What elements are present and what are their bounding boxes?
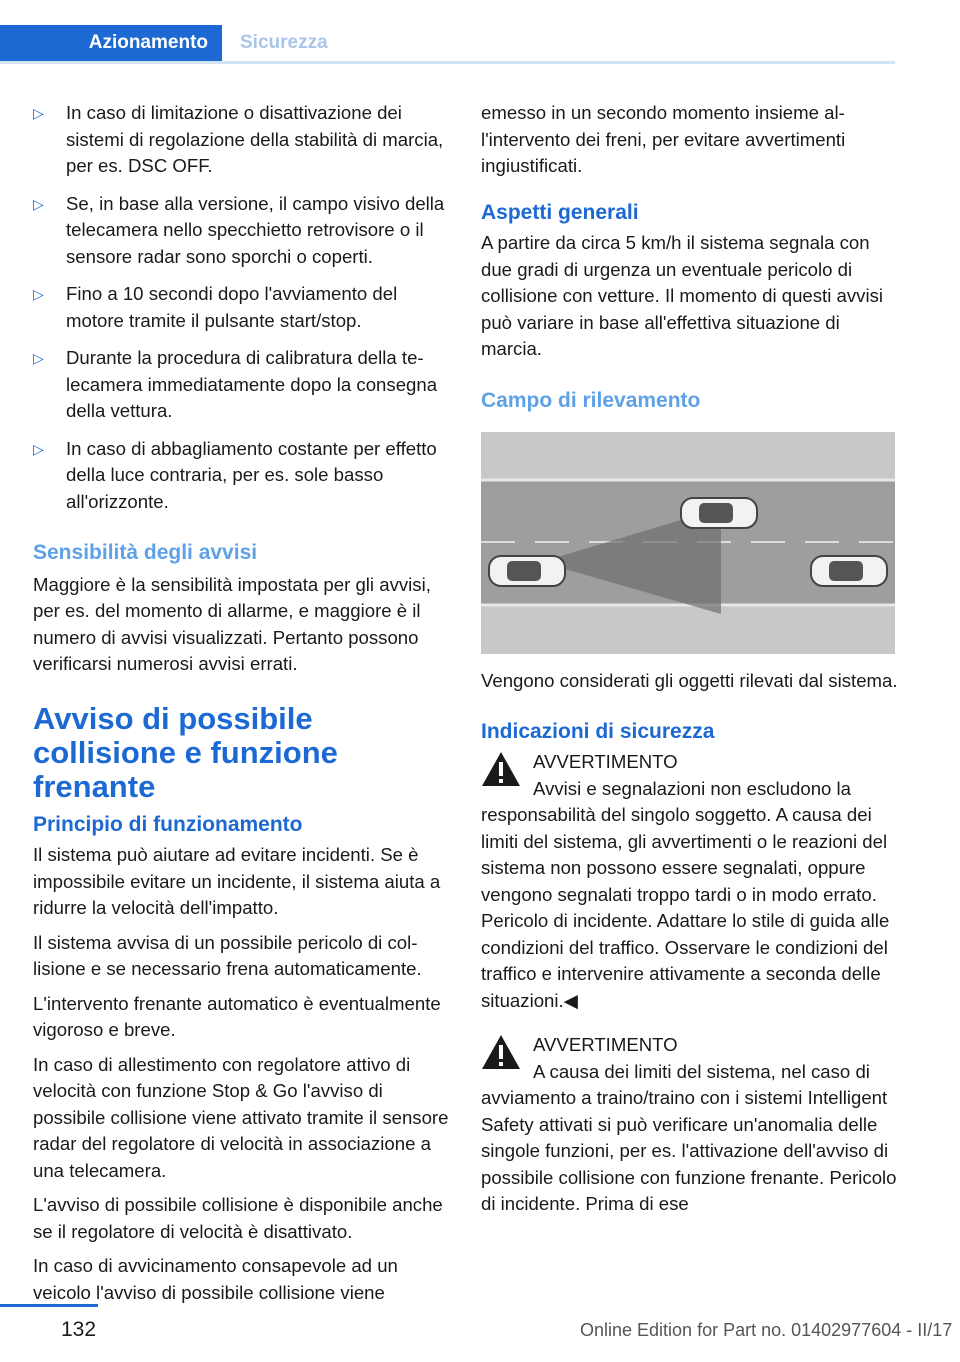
warning-block: [481, 1032, 899, 1218]
car-side-icon: [811, 556, 887, 586]
left-column: [33, 100, 451, 1314]
edition-note: Online Edition for Part no. 01402977604 - II/17: [580, 1320, 953, 1340]
paragraph: L'avviso di possibile collisione è disponibile anche se il regolatore di velocità è disattivato.: [33, 1194, 443, 1242]
bullet-item: ▷ Fino a 10 secondi dopo l'avviamento del motore tramite il pulsante start/stop.: [33, 283, 398, 331]
own-car-icon: [489, 556, 565, 586]
chapter-tabs: [0, 25, 895, 64]
road-illustration: [481, 432, 895, 654]
general-heading: Aspetti generali: [481, 200, 639, 224]
warning-text: A causa dei limiti del sistema, nel caso di: [533, 1060, 870, 1082]
triangle-bullet-icon: ▷: [33, 350, 44, 366]
warning-text: avviamento a traino/traino con i sistemi Intelligent Safety attivati si può verificare un'anomalia delle singole funzioni, per es. l'attivazione dell'avviso di possibile collisione con funzione frenante. Pericolo di incidente. Prima di ese: [481, 1087, 897, 1214]
paragraph: In caso di avvicinamento consapevole ad un veicolo l'avviso di possibile collisione viene: [33, 1255, 398, 1303]
figure-caption: Vengono considerati gli oggetti rilevati dal sistema.: [481, 670, 898, 691]
triangle-bullet-icon: ▷: [33, 195, 44, 212]
paragraph: A partire da circa 5 km/h il sistema segnala con due gradi di urgenza un eventuale pericolo di collisione con vetture. Il momento di questi avvisi può variare in base all'effettiva situazione di marcia.: [481, 232, 884, 359]
paragraph: Il sistema può aiutare ad evitare incidenti. Se è impossibile evitare un incidente, il sistema aiuta a ridurre la velocità dell'impatto.: [33, 844, 441, 918]
sensitivity-heading: Sensibilità degli avvisi: [33, 541, 258, 564]
right-column: [481, 100, 899, 1218]
paragraph: L'intervento frenante automatico è eventualmente vigoroso e breve.: [33, 992, 441, 1040]
bullet-item: ▷ In caso di limitazione o disattivazione dei sistemi di regolazione della stabilità di marcia, per es. DSC OFF.: [33, 102, 444, 176]
sensitivity-text: Maggiore è la sensibilità impostata per gli avvisi, per es. del momento di allarme, e maggiore è il numero di avvisi visualizzati. Pertanto possono verificarsi numerosi avvisi errati.: [33, 573, 431, 674]
warning-title: AVVERTIMENTO: [533, 1034, 678, 1055]
car-ahead-icon: [681, 498, 757, 528]
principle-heading: Principio di funzionamento: [33, 812, 303, 836]
safety-heading: Indicazioni di sicurezza: [481, 719, 715, 743]
warning-triangle-icon: [481, 751, 521, 787]
triangle-bullet-icon: ▷: [33, 286, 44, 302]
range-heading: Campo di rilevamento: [481, 388, 701, 412]
bullet-item: ▷ Se, in base alla versione, il campo visivo della telecamera nello specchietto retrovisore o il sensore radar sono sporchi o coperti.: [33, 192, 445, 267]
warning-text: Avvisi e segnalazioni non escludono la: [533, 777, 852, 799]
paragraph: Il sistema avvisa di un possibile pericolo di collisione e se necessario frena automaticamente.: [33, 931, 422, 979]
tab-azionamento[interactable]: Azionamento: [0, 25, 222, 61]
page-number: 132: [61, 1318, 97, 1341]
warning-text: responsabilità del singolo soggetto. A causa dei limiti del sistema, gli avvertimenti o le reazioni del sistema non possono essere segnalati, oppure vengono segnalati troppo tardi o in modo errato. Pericolo di incidente. Adattare lo stile di guida alle condizioni del traffico. Osservare le condizioni del traffico e intervenire attivamente a seconda delle situazioni.◀: [481, 804, 890, 1011]
bullet-item: ▷ Durante la procedura di calibratura della telecamera immediatamente dopo la consegna della vettura.: [33, 347, 438, 421]
triangle-bullet-icon: ▷: [33, 105, 44, 121]
bullet-item: ▷ In caso di abbagliamento costante per effetto della luce contraria, per es. sole basso all'orizzonte.: [33, 437, 437, 512]
warning-title: AVVERTIMENTO: [533, 751, 678, 772]
detection-range-figure: [481, 432, 895, 654]
warning-block: [481, 749, 899, 1014]
paragraph: emesso in un secondo momento insieme all'intervento dei freni, per evitare avvertimenti ingiustificati.: [481, 102, 846, 176]
tab-sicurezza[interactable]: Sicurezza: [240, 32, 328, 53]
section-heading: Avviso di possibile collisione e funzione frenante: [33, 700, 338, 804]
warning-triangle-icon: [481, 1034, 521, 1070]
triangle-bullet-icon: ▷: [33, 440, 44, 457]
paragraph: In caso di allestimento con regolatore attivo di velocità con funzione Stop & Go l'avviso di possibile collisione viene attivato tramite il sensore radar del regolatore di velocità in associazione a una telecamera.: [33, 1053, 449, 1181]
footer-rule: [0, 1304, 98, 1307]
